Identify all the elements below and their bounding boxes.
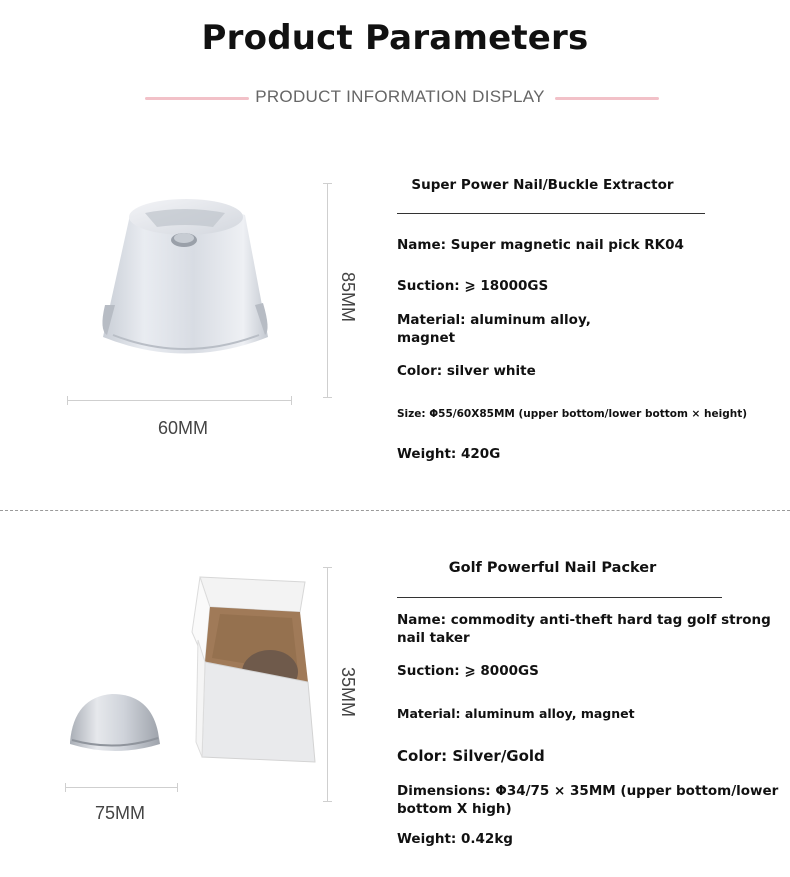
subtitle-text: PRODUCT INFORMATION DISPLAY	[255, 87, 545, 106]
spec-color: Color: silver white	[397, 363, 536, 379]
height-dimension-line	[327, 183, 328, 398]
title-rule	[397, 213, 705, 214]
spec-weight-2: Weight: 0.42kg	[397, 831, 513, 847]
height-dimension-label-2: 35MM	[338, 667, 358, 718]
width-dimension-label-2: 75MM	[95, 803, 146, 823]
page-title: Product Parameters	[201, 18, 589, 58]
spec-weight: Weight: 420G	[397, 446, 501, 462]
spec-material: Material: aluminum alloy, magnet	[397, 312, 591, 346]
height-dimension-label: 85MM	[338, 272, 358, 323]
spec-color-2: Color: Silver/Gold	[397, 747, 545, 765]
height-dimension-line-2	[327, 567, 328, 802]
width-dimension-line-2	[65, 787, 178, 788]
width-dimension-label: 60MM	[158, 418, 209, 438]
spec-name-2: Name: commodity anti-theft hard tag golf strong nail taker	[397, 612, 771, 646]
spec-suction-2: Suction: ⩾ 8000GS	[397, 663, 539, 679]
subtitle-accent-right	[555, 97, 659, 100]
magnetic-extractor-rk04-image	[85, 185, 285, 375]
width-dimension-line	[67, 400, 292, 401]
product-title-2: Golf Powerful Nail Packer	[448, 560, 657, 576]
spec-dimensions-2: Dimensions: Φ34/75 × 35MM (upper bottom/lower bottom X high)	[397, 783, 779, 817]
spec-name: Name: Super magnetic nail pick RK04	[397, 237, 684, 253]
spec-material-2: Material: aluminum alloy, magnet	[397, 706, 635, 721]
section-divider	[0, 510, 790, 511]
spec-suction: Suction: ⩾ 18000GS	[397, 278, 549, 294]
title-rule-2	[397, 597, 722, 598]
spec-size: Size: Φ55/60X85MM (upper bottom/lower bottom × height)	[397, 408, 748, 420]
subtitle-row	[0, 86, 790, 110]
golf-nail-packer-image	[60, 572, 322, 777]
product-title: Super Power Nail/Buckle Extractor	[411, 177, 674, 193]
